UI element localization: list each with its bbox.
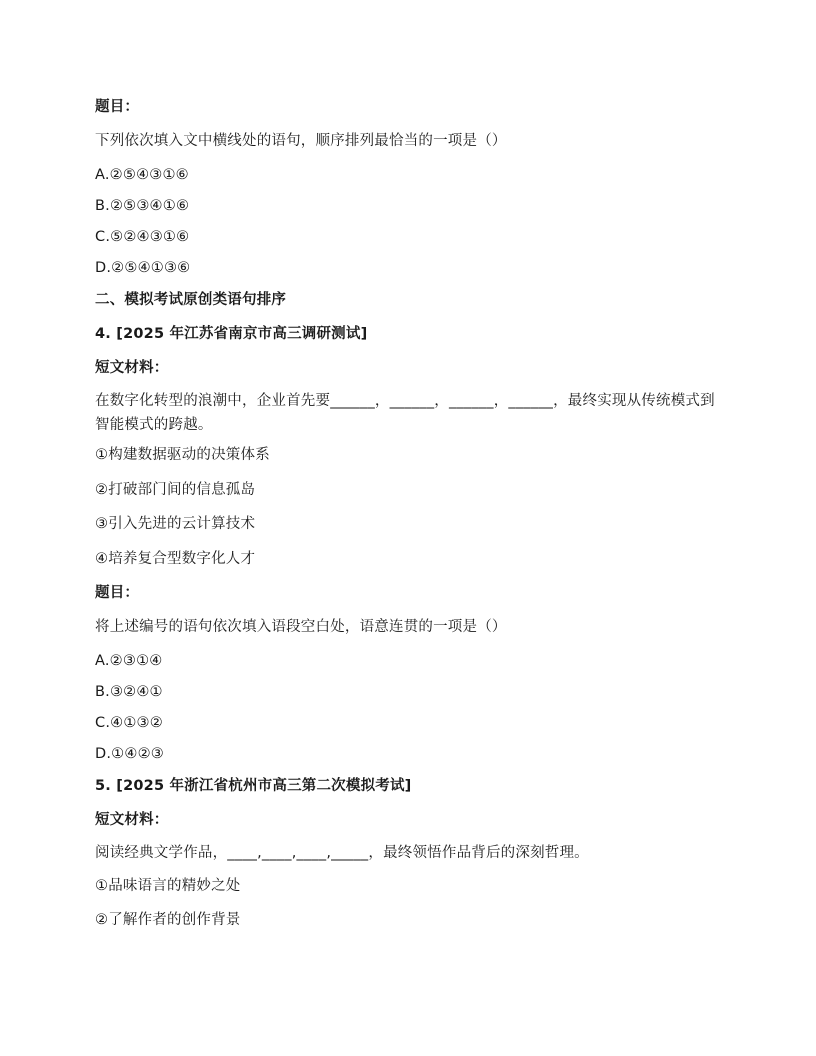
q3-option-a: A.②⑤④③①⑥ [95, 167, 189, 183]
q4-title: 4. [2025 年江苏省南京市高三调研测试] [95, 326, 368, 342]
q4-material-label: 短文材料： [95, 360, 169, 376]
q4-option-a: A.②③①④ [95, 653, 163, 669]
q3-prompt-text: 下列依次填入文中横线处的语句，顺序排列最恰当的一项是（） [95, 133, 507, 149]
q4-prompt-text: 将上述编号的语句依次填入语段空白处，语意连贯的一项是（） [95, 619, 507, 635]
q4-option-d: D.①④②③ [95, 746, 164, 762]
q5-material-label: 短文材料： [95, 812, 169, 828]
q5-sentence-2: ②了解作者的创作背景 [95, 912, 241, 928]
q3-option-d: D.②⑤④①③⑥ [95, 260, 191, 276]
q4-sentence-1: ①构建数据驱动的决策体系 [95, 447, 270, 463]
q4-option-c: C.④①③② [95, 715, 163, 731]
q4-option-b: B.③②④① [95, 684, 163, 700]
q4-sentence-4: ④培养复合型数字化人才 [95, 551, 256, 567]
q5-passage: 阅读经典文学作品，____,____,____,_____，最终领悟作品背后的深刻哲理。 [95, 845, 589, 861]
q3-prompt-label: 题目： [95, 99, 140, 115]
section-heading: 二、模拟考试原创类语句排序 [95, 292, 287, 308]
q4-sentence-3: ③引入先进的云计算技术 [95, 516, 256, 532]
q4-sentence-2: ②打破部门间的信息孤岛 [95, 482, 256, 498]
q3-option-b: B.②⑤③④①⑥ [95, 198, 190, 214]
q4-passage: 在数字化转型的浪潮中，企业首先要______，______，______，______，最终实现从传统模式到智能模式的跨越。 [95, 393, 715, 433]
q5-sentence-1: ①品味语言的精妙之处 [95, 878, 241, 894]
q4-prompt-label: 题目： [95, 585, 140, 601]
q3-option-c: C.⑤②④③①⑥ [95, 229, 190, 245]
q5-title: 5. [2025 年浙江省杭州市高三第二次模拟考试] [95, 778, 412, 794]
